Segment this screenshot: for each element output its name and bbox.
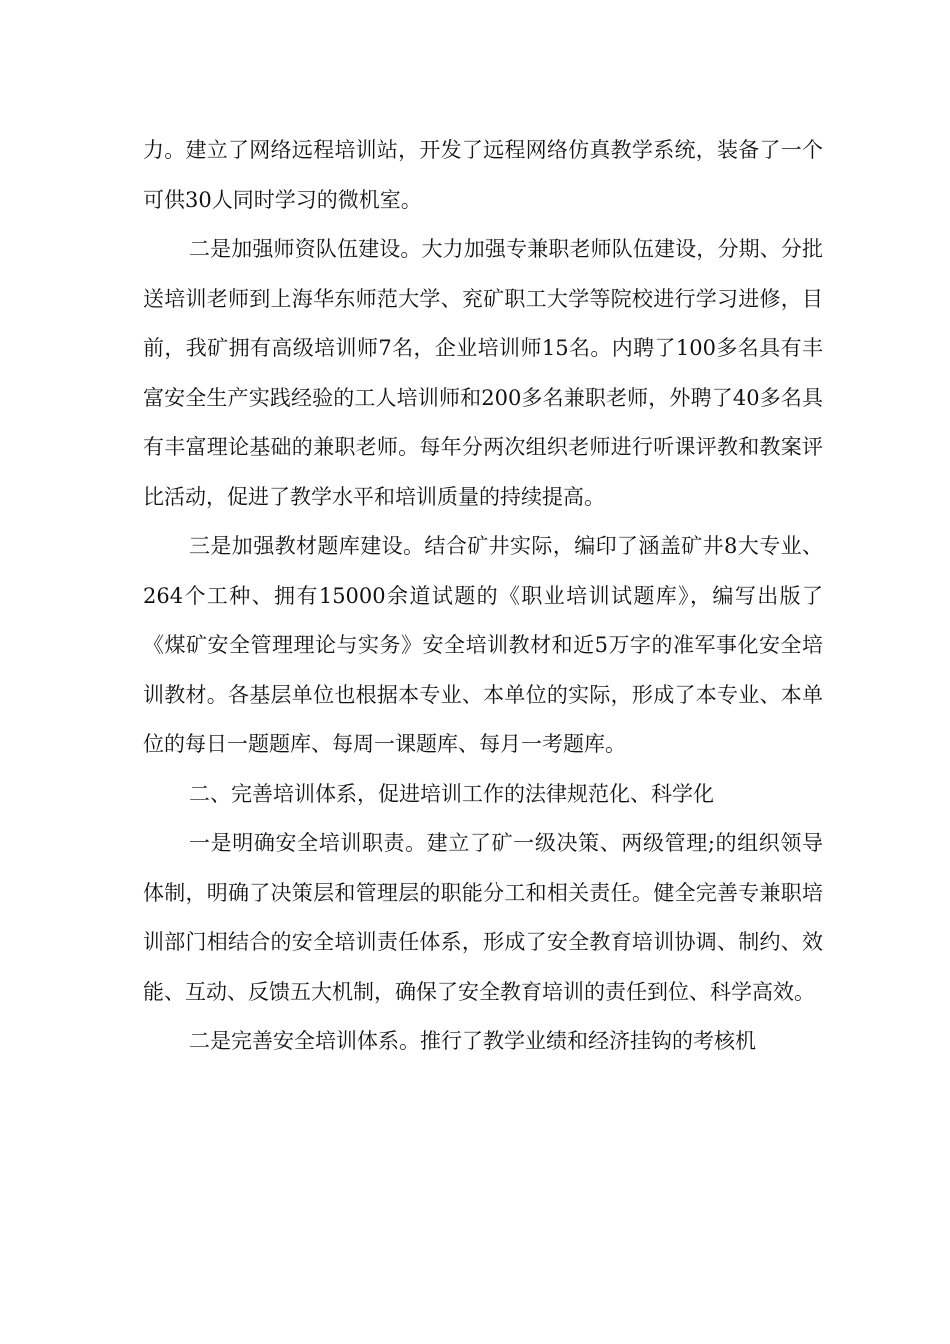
paragraph-training-duties: 一是明确安全培训职责。建立了矿一级决策、两级管理;的组织领导体制，明确了决策层和管理层的职能分工和相关责任。健全完善专兼职培训部门相结合的安全培训责任体系，形成了安全教育培训协调、制约、效能、互动、反馈五大机制，确保了安全教育培训的责任到位、科学高效。 [143,831,823,1004]
section-heading-training-system: 二、完善培训体系，促进培训工作的法律规范化、科学化 [189,781,714,806]
paragraph-continuation: 力。建立了网络远程培训站，开发了远程网络仿真教学系统，装备了一个可供30人同时学习的微机室。 [143,138,823,212]
paragraph-training-system: 二是完善安全培训体系。推行了教学业绩和经济挂钩的考核机 [189,1029,756,1053]
paragraph-teacher-team: 二是加强师资队伍建设。大力加强专兼职老师队伍建设，分期、分批送培训老师到上海华东师范大学、兖矿职工大学等院校进行学习进修，目前，我矿拥有高级培训师7名，企业培训师15名。内聘了100多名具有丰富安全生产实践经验的工人培训师和200多名兼职老师，外聘了40多名具有丰富理论基础的兼职老师。每年分两次组织老师进行听课评教和教案评比活动，促进了教学水平和培训质量的持续提高。 [143,237,823,509]
paragraph-textbook-bank: 三是加强教材题库建设。结合矿井实际，编印了涵盖矿井8大专业、264个工种、拥有15000余道试题的《职业培训试题库》，编写出版了《煤矿安全管理理论与实务》安全培训教材和近5万字的准军事化安全培训教材。各基层单位也根据本专业、本单位的实际，形成了本专业、本单位的每日一题题库、每周一课题库、每月一考题库。 [143,534,823,756]
document-body [143,126,823,1067]
